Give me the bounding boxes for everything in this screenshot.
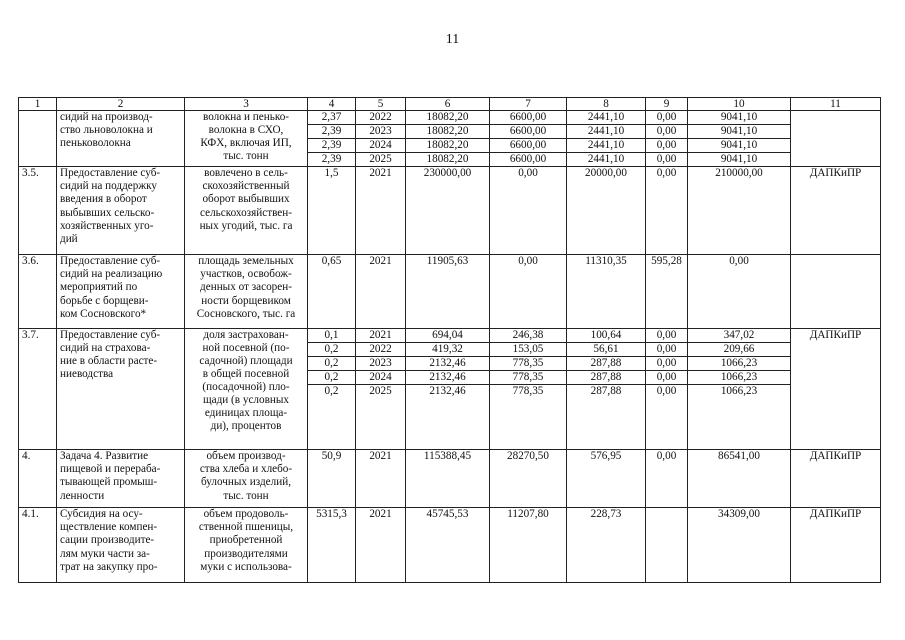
page-number: 11 bbox=[445, 32, 460, 47]
measure-name: Субсидия на осу- ществление компен- сации производите- лям муки части за- трат на закупку про- bbox=[57, 508, 185, 583]
total-amount: 230000,00 bbox=[406, 167, 490, 255]
header-cell-7: 7 bbox=[490, 98, 567, 111]
indicator-value: 0,2 bbox=[308, 385, 356, 450]
year: 2021 bbox=[356, 450, 406, 508]
regional-amount: 20000,00 bbox=[567, 167, 646, 255]
regional-amount: 2441,10 bbox=[567, 139, 646, 153]
responsible-executor: ДАПКиПР bbox=[791, 450, 881, 508]
local-amount: 595,28 bbox=[646, 255, 688, 329]
year: 2024 bbox=[356, 371, 406, 385]
local-amount: 0,00 bbox=[646, 371, 688, 385]
federal-amount: 6600,00 bbox=[490, 111, 567, 125]
indicator-value: 0,1 bbox=[308, 329, 356, 343]
measure-name: Предоставление суб- сидий на реализацию мероприятий по борьбе с борщеви- ком Сосновского* bbox=[57, 255, 185, 329]
header-cell-4: 4 bbox=[308, 98, 356, 111]
year: 2021 bbox=[356, 167, 406, 255]
federal-amount: 6600,00 bbox=[490, 139, 567, 153]
table-header bbox=[19, 98, 881, 111]
local-amount: 0,00 bbox=[646, 357, 688, 371]
federal-amount: 778,35 bbox=[490, 371, 567, 385]
extra-amount: 209,66 bbox=[688, 343, 791, 357]
year: 2021 bbox=[356, 329, 406, 343]
extra-amount: 0,00 bbox=[688, 255, 791, 329]
table-row bbox=[19, 255, 881, 329]
table-row bbox=[19, 167, 881, 255]
indicator-value: 2,39 bbox=[308, 153, 356, 167]
total-amount: 2132,46 bbox=[406, 357, 490, 371]
total-amount: 2132,46 bbox=[406, 371, 490, 385]
federal-amount: 778,35 bbox=[490, 385, 567, 450]
total-amount: 18082,20 bbox=[406, 111, 490, 125]
row-number: 3.6. bbox=[19, 255, 57, 329]
extra-amount: 9041,10 bbox=[688, 111, 791, 125]
total-amount: 419,32 bbox=[406, 343, 490, 357]
table-row bbox=[19, 450, 881, 508]
regional-amount: 56,61 bbox=[567, 343, 646, 357]
regional-amount: 287,88 bbox=[567, 371, 646, 385]
row-number bbox=[19, 111, 57, 167]
local-amount: 0,00 bbox=[646, 125, 688, 139]
year: 2023 bbox=[356, 357, 406, 371]
header-cell-1: 1 bbox=[19, 98, 57, 111]
responsible-executor bbox=[791, 111, 881, 167]
indicator-name: волокна и пенько- волокна в СХО, КФХ, включая ИП, тыс. тонн bbox=[185, 111, 308, 167]
regional-amount: 576,95 bbox=[567, 450, 646, 508]
total-amount: 18082,20 bbox=[406, 125, 490, 139]
year: 2025 bbox=[356, 153, 406, 167]
program-table bbox=[18, 97, 881, 583]
federal-amount: 28270,50 bbox=[490, 450, 567, 508]
indicator-value: 5315,3 bbox=[308, 508, 356, 583]
extra-amount: 347,02 bbox=[688, 329, 791, 343]
row-number: 3.7. bbox=[19, 329, 57, 450]
extra-amount: 1066,23 bbox=[688, 371, 791, 385]
regional-amount: 11310,35 bbox=[567, 255, 646, 329]
indicator-value: 0,2 bbox=[308, 371, 356, 385]
regional-amount: 2441,10 bbox=[567, 125, 646, 139]
regional-amount: 2441,10 bbox=[567, 153, 646, 167]
measure-name: Предоставление суб- сидий на поддержку введения в оборот выбывших сельско- хозяйственных уго- дий bbox=[57, 167, 185, 255]
responsible-executor: ДАПКиПР bbox=[791, 508, 881, 583]
regional-amount: 228,73 bbox=[567, 508, 646, 583]
indicator-value: 0,2 bbox=[308, 357, 356, 371]
table-row bbox=[19, 508, 881, 583]
total-amount: 45745,53 bbox=[406, 508, 490, 583]
indicator-value: 2,39 bbox=[308, 139, 356, 153]
row-number: 3.5. bbox=[19, 167, 57, 255]
header-cell-3: 3 bbox=[185, 98, 308, 111]
year: 2021 bbox=[356, 508, 406, 583]
indicator-name: доля застрахован- ной посевной (по- садочной) площади в общей посевной (посадочной) пло- щади (в условных единицах площа- ди), процентов bbox=[185, 329, 308, 450]
row-number: 4.1. bbox=[19, 508, 57, 583]
indicator-value: 1,5 bbox=[308, 167, 356, 255]
header-cell-8: 8 bbox=[567, 98, 646, 111]
federal-amount: 6600,00 bbox=[490, 153, 567, 167]
local-amount: 0,00 bbox=[646, 167, 688, 255]
year: 2022 bbox=[356, 111, 406, 125]
row-number: 4. bbox=[19, 450, 57, 508]
regional-amount: 287,88 bbox=[567, 385, 646, 450]
total-amount: 694,04 bbox=[406, 329, 490, 343]
indicator-value: 0,2 bbox=[308, 343, 356, 357]
regional-amount: 2441,10 bbox=[567, 111, 646, 125]
local-amount: 0,00 bbox=[646, 385, 688, 450]
header-cell-9: 9 bbox=[646, 98, 688, 111]
local-amount: 0,00 bbox=[646, 329, 688, 343]
federal-amount: 11207,80 bbox=[490, 508, 567, 583]
responsible-executor: ДАПКиПР bbox=[791, 329, 881, 450]
indicator-name: площадь земельных участков, освобож- денных от засорен- ности борщевиком Сосновского, тыс. га bbox=[185, 255, 308, 329]
header-cell-6: 6 bbox=[406, 98, 490, 111]
indicator-value: 2,37 bbox=[308, 111, 356, 125]
indicator-name: вовлечено в сель- скохозяйственный оборот выбывших сельскохозяйствен- ных угодий, тыс. га bbox=[185, 167, 308, 255]
measure-name: Задача 4. Развитие пищевой и перераба- тывающей промыш- ленности bbox=[57, 450, 185, 508]
year: 2025 bbox=[356, 385, 406, 450]
local-amount: 0,00 bbox=[646, 111, 688, 125]
extra-amount: 210000,00 bbox=[688, 167, 791, 255]
indicator-value: 2,39 bbox=[308, 125, 356, 139]
extra-amount: 1066,23 bbox=[688, 385, 791, 450]
table-row bbox=[19, 111, 881, 125]
local-amount: 0,00 bbox=[646, 343, 688, 357]
federal-amount: 246,38 bbox=[490, 329, 567, 343]
year: 2023 bbox=[356, 125, 406, 139]
federal-amount: 6600,00 bbox=[490, 125, 567, 139]
extra-amount: 9041,10 bbox=[688, 125, 791, 139]
responsible-executor bbox=[791, 255, 881, 329]
extra-amount: 9041,10 bbox=[688, 139, 791, 153]
federal-amount: 778,35 bbox=[490, 357, 567, 371]
federal-amount: 0,00 bbox=[490, 255, 567, 329]
extra-amount: 86541,00 bbox=[688, 450, 791, 508]
responsible-executor: ДАПКиПР bbox=[791, 167, 881, 255]
indicator-name: объем продоволь- ственной пшеницы, приобретенной производителями муки с использова- bbox=[185, 508, 308, 583]
local-amount bbox=[646, 508, 688, 583]
header-cell-5: 5 bbox=[356, 98, 406, 111]
header-cell-11: 11 bbox=[791, 98, 881, 111]
total-amount: 2132,46 bbox=[406, 385, 490, 450]
table-row bbox=[19, 329, 881, 343]
measure-name: Предоставление суб- сидий на страхова- ние в области расте- ниеводства bbox=[57, 329, 185, 450]
total-amount: 11905,63 bbox=[406, 255, 490, 329]
local-amount: 0,00 bbox=[646, 139, 688, 153]
indicator-value: 50,9 bbox=[308, 450, 356, 508]
regional-amount: 100,64 bbox=[567, 329, 646, 343]
indicator-name: объем производ- ства хлеба и хлебо- булочных изделий, тыс. тонн bbox=[185, 450, 308, 508]
local-amount: 0,00 bbox=[646, 450, 688, 508]
measure-name: сидий на производ- ство льноволокна и пеньковолокна bbox=[57, 111, 185, 167]
total-amount: 18082,20 bbox=[406, 139, 490, 153]
extra-amount: 34309,00 bbox=[688, 508, 791, 583]
extra-amount: 1066,23 bbox=[688, 357, 791, 371]
header-cell-2: 2 bbox=[57, 98, 185, 111]
regional-amount: 287,88 bbox=[567, 357, 646, 371]
year: 2022 bbox=[356, 343, 406, 357]
year: 2024 bbox=[356, 139, 406, 153]
local-amount: 0,00 bbox=[646, 153, 688, 167]
federal-amount: 0,00 bbox=[490, 167, 567, 255]
total-amount: 18082,20 bbox=[406, 153, 490, 167]
year: 2021 bbox=[356, 255, 406, 329]
total-amount: 115388,45 bbox=[406, 450, 490, 508]
extra-amount: 9041,10 bbox=[688, 153, 791, 167]
indicator-value: 0,65 bbox=[308, 255, 356, 329]
federal-amount: 153,05 bbox=[490, 343, 567, 357]
header-cell-10: 10 bbox=[688, 98, 791, 111]
